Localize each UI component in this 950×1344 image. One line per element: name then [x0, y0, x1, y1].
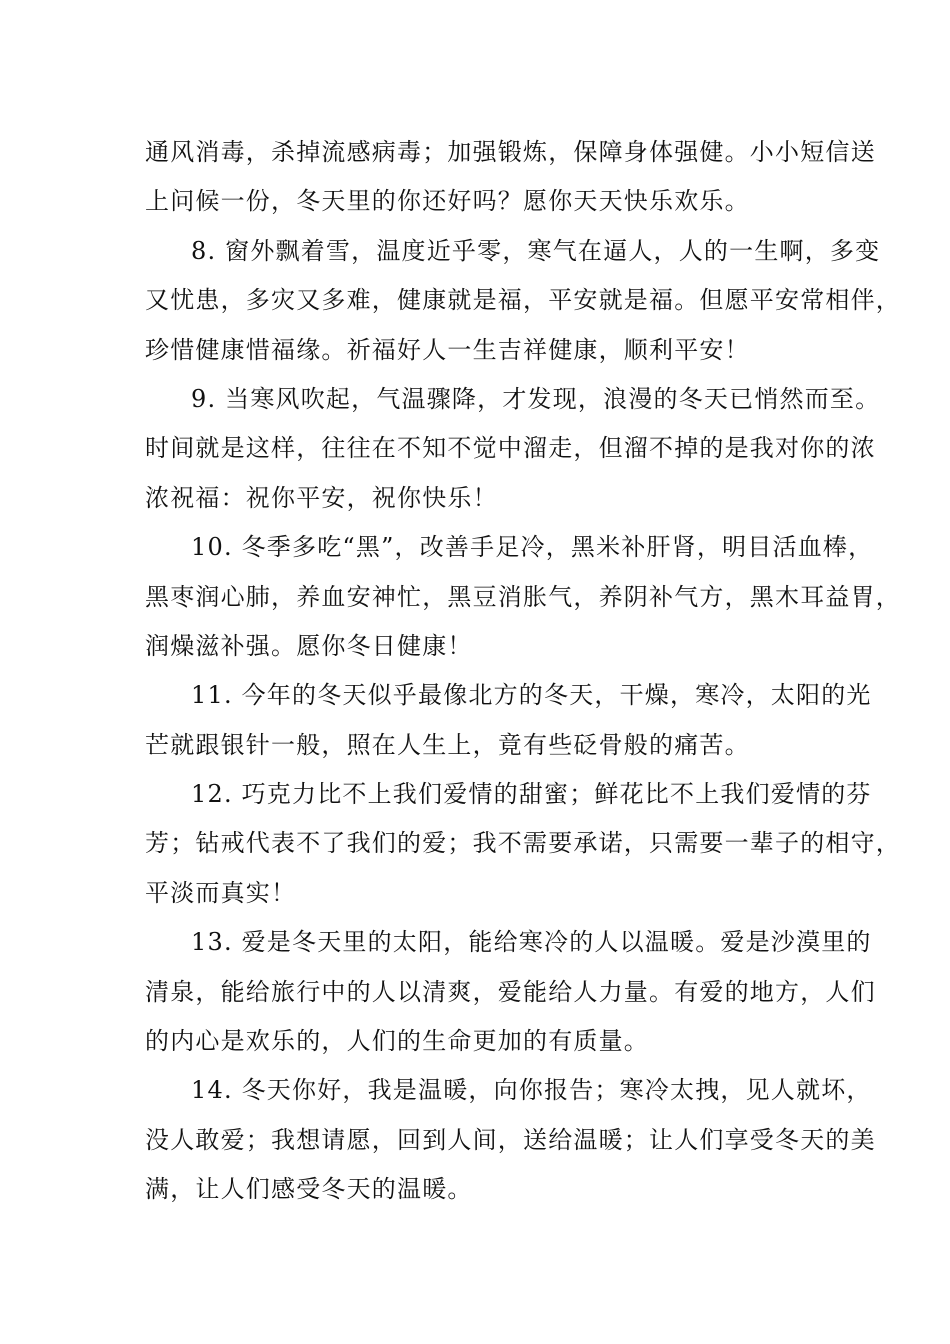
- paragraph-start-line: 13. 爱是冬天里的太阳，能给寒冷的人以温暖。爱是沙漠里的: [191, 928, 872, 957]
- text-line: 黑枣润心肺，养血安神忙，黑豆消胀气，养阴补气方，黑木耳益胃，: [145, 582, 901, 611]
- text-line: 浓祝福：祝你平安，祝你快乐！: [145, 483, 498, 512]
- text-line: 珍惜健康惜福缘。祈福好人一生吉祥健康，顺利平安！: [145, 335, 750, 364]
- paragraph-start-line: 10. 冬季多吃“黑”，改善手足冷，黑米补肝肾，明目活血棒，: [191, 533, 874, 562]
- text-line: 芳；钻戒代表不了我们的爱；我不需要承诺，只需要一辈子的相守，: [145, 829, 901, 858]
- paragraph-start-line: 11. 今年的冬天似乎最像北方的冬天，干燥，寒冷，太阳的光: [191, 681, 872, 710]
- text-line: 没人敢爱；我想请愿，回到人间，送给温暖；让人们享受冬天的美: [145, 1125, 876, 1154]
- text-line: 通风消毒，杀掉流感病毒；加强锻炼，保障身体强健。小小短信送: [145, 138, 876, 166]
- text-line: 芒就跟银针一般，照在人生上，竟有些砭骨般的痛苦。: [145, 730, 750, 759]
- text-line: 润燥滋补强。愿你冬日健康！: [145, 631, 473, 660]
- text-line: 又忧患，多灾又多难，健康就是福，平安就是福。但愿平安常相伴，: [145, 286, 901, 315]
- text-line: 平淡而真实！: [145, 878, 297, 907]
- document-body: [145, 128, 901, 1215]
- text-line: 上问候一份，冬天里的你还好吗？愿你天天快乐欢乐。: [145, 187, 750, 216]
- text-line: 清泉，能给旅行中的人以清爽，爱能给人力量。有爱的地方，人们: [145, 977, 876, 1006]
- text-line: 时间就是这样，往往在不知不觉中溜走，但溜不掉的是我对你的浓: [145, 434, 876, 463]
- paragraph-start-line: 8. 窗外飘着雪，温度近乎零，寒气在逼人，人的一生啊，多变: [191, 236, 881, 265]
- text-line: 的内心是欢乐的，人们的生命更加的有质量。: [145, 1027, 649, 1056]
- paragraph-start-line: 14. 冬天你好，我是温暖，向你报告；寒冷太拽，见人就坏，: [191, 1076, 872, 1105]
- paragraph-start-line: 12. 巧克力比不上我们爱情的甜蜜；鲜花比不上我们爱情的芬: [191, 780, 872, 809]
- paragraph-start-line: 9. 当寒风吹起，气温骤降，才发现，浪漫的冬天已悄然而至。: [191, 384, 881, 413]
- text-line: 满，让人们感受冬天的温暖。: [145, 1175, 473, 1204]
